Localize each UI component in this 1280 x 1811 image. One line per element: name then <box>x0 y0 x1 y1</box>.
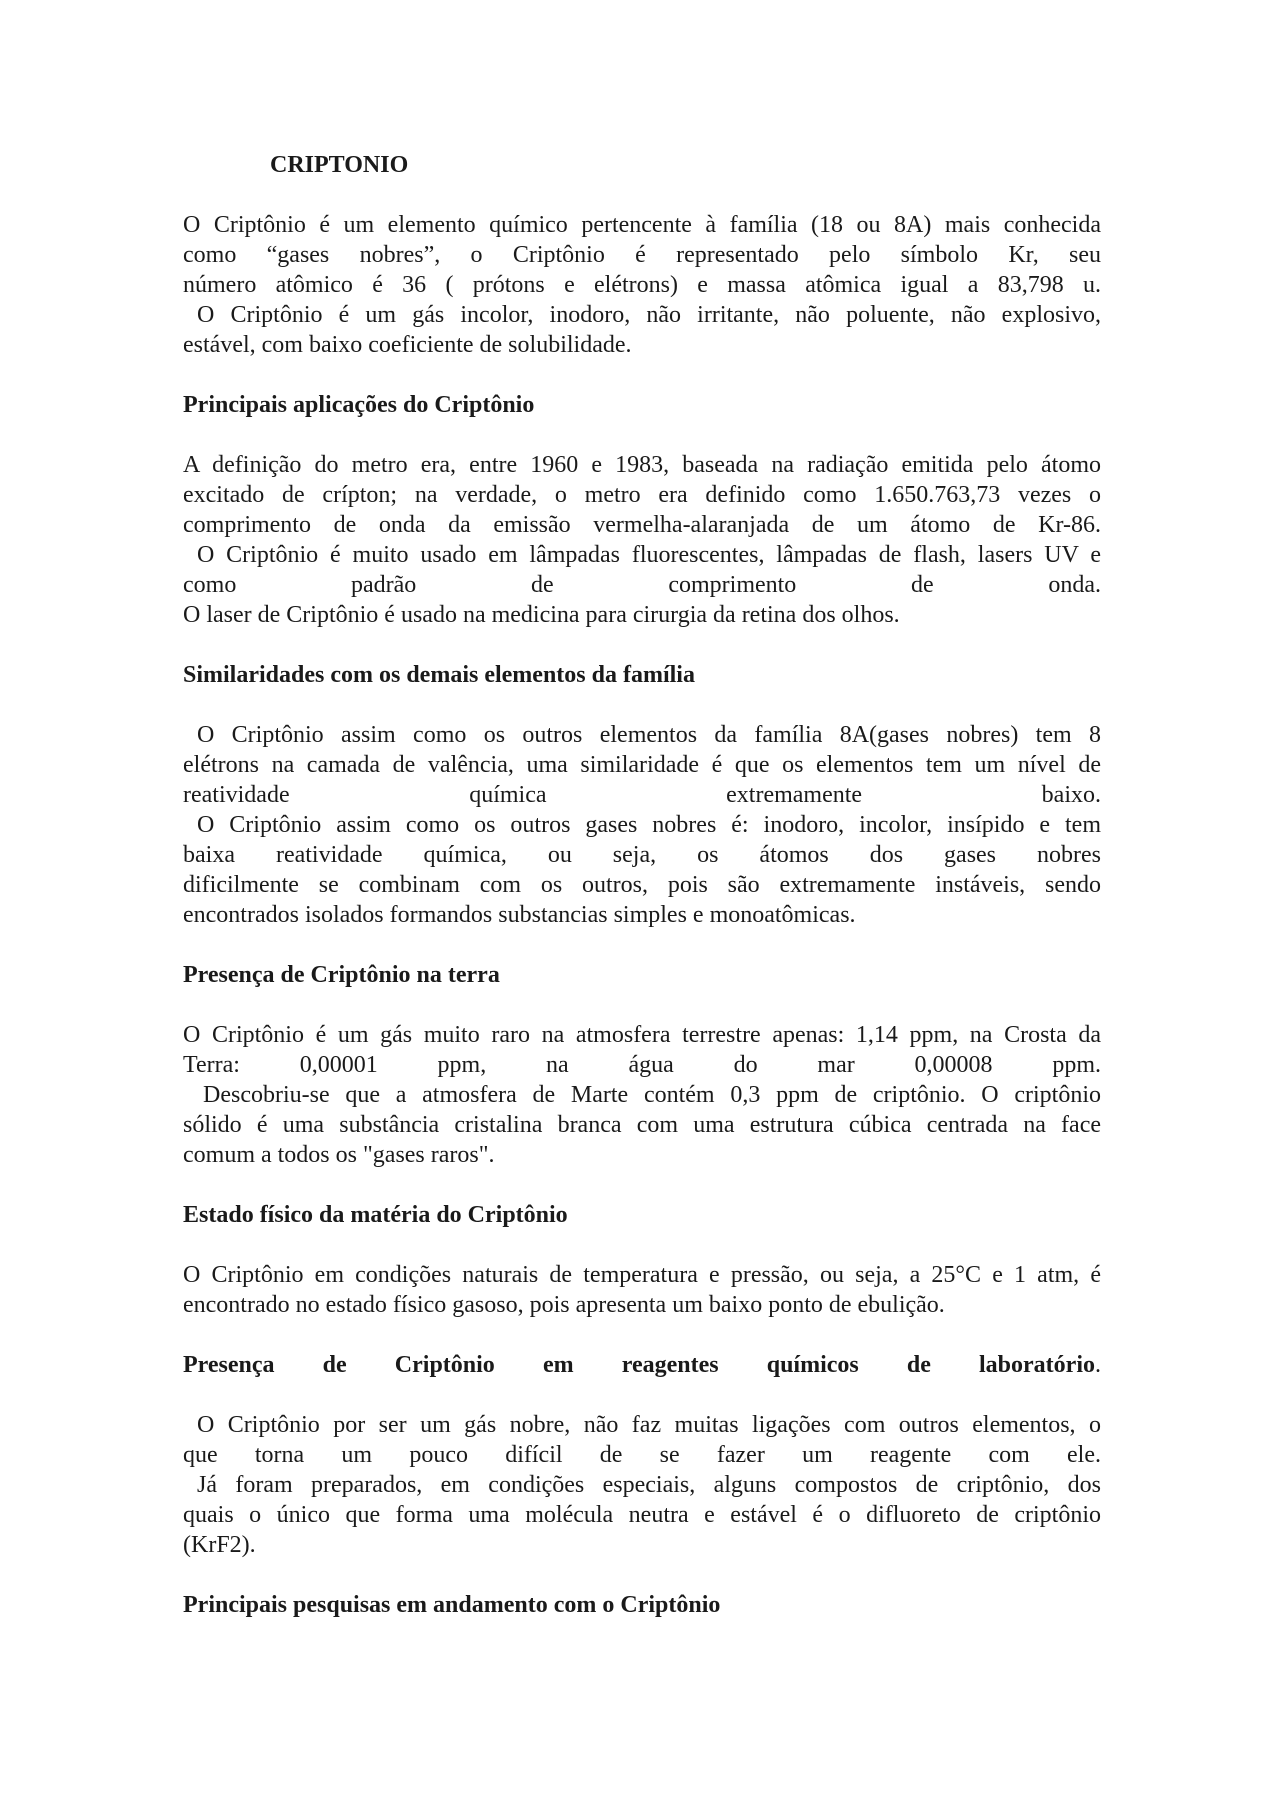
text-line: comprimento de onda da emissão vermelha-alaranjada de um átomo de Kr-86. <box>183 512 1101 538</box>
text-line: elétrons na camada de valência, uma similaridade é que os elementos tem um nível de <box>183 752 1101 778</box>
text-line: dificilmente se combinam com os outros, pois são extremamente instáveis, sendo <box>183 872 1101 898</box>
text-line: Terra: 0,00001 ppm, na água do mar 0,00008 ppm. <box>183 1052 1101 1078</box>
text-line: reatividade química extremamente baixo. <box>183 782 1101 808</box>
section-paragraph <box>183 1020 1101 1170</box>
text-line: O Criptônio em condições naturais de temperatura e pressão, ou seja, a 25°C e 1 atm, é <box>183 1262 1101 1288</box>
document-page <box>183 150 1101 1650</box>
text-line: O Criptônio é um elemento químico pertencente à família (18 ou 8A) mais conhecida <box>183 212 1101 238</box>
section-heading: Principais pesquisas em andamento com o Criptônio <box>183 1592 721 1618</box>
text-line: encontrados isolados formandos substancias simples e monoatômicas. <box>183 902 856 928</box>
text-line: A definição do metro era, entre 1960 e 1983, baseada na radiação emitida pelo átomo <box>183 452 1101 478</box>
text-line: O Criptônio é um gás muito raro na atmosfera terrestre apenas: 1,14 ppm, na Crosta da <box>183 1022 1101 1048</box>
section-paragraph <box>183 1260 1101 1320</box>
text-line: excitado de crípton; na verdade, o metro era definido como 1.650.763,73 vezes o <box>183 482 1101 508</box>
text-line: O Criptônio por ser um gás nobre, não faz muitas ligações com outros elementos, o <box>197 1412 1101 1438</box>
text-line: encontrado no estado físico gasoso, pois apresenta um baixo ponto de ebulição. <box>183 1292 945 1318</box>
section-heading-text: Presença de Criptônio em reagentes químicos de laboratório <box>183 1352 1095 1378</box>
section-heading-block <box>183 960 1101 990</box>
section-heading-block <box>183 1200 1101 1230</box>
intro-paragraph <box>183 210 1101 360</box>
section-heading-block <box>183 1350 1101 1380</box>
section-heading-block <box>183 390 1101 420</box>
text-line: O Criptônio assim como os outros gases nobres é: inodoro, incolor, insípido e tem <box>197 812 1101 838</box>
text-line: como “gases nobres”, o Criptônio é representado pelo símbolo Kr, seu <box>183 242 1101 268</box>
text-line: que torna um pouco difícil de se fazer um reagente com ele. <box>183 1442 1101 1468</box>
text-line: comum a todos os "gases raros". <box>183 1142 495 1168</box>
section-heading <box>183 1350 1101 1380</box>
text-line: Descobriu-se que a atmosfera de Marte contém 0,3 ppm de criptônio. O criptônio <box>203 1082 1101 1108</box>
document-title: CRIPTONIO <box>270 152 409 178</box>
text-line: baixa reatividade química, ou seja, os átomos dos gases nobres <box>183 842 1101 868</box>
section-heading-block <box>183 1590 1101 1620</box>
text-line: estável, com baixo coeficiente de solubilidade. <box>183 332 632 358</box>
section-heading: Presença de Criptônio na terra <box>183 962 500 988</box>
text-line: quais o único que forma uma molécula neutra e estável é o difluoreto de criptônio <box>183 1502 1101 1528</box>
section-heading-block <box>183 660 1101 690</box>
text-line: como padrão de comprimento de onda. <box>183 572 1101 598</box>
section-paragraph <box>183 720 1101 930</box>
section-paragraph <box>183 450 1101 630</box>
text-line: Já foram preparados, em condições especiais, alguns compostos de criptônio, dos <box>197 1472 1101 1498</box>
section-heading: Similaridades com os demais elementos da família <box>183 662 695 688</box>
text-line: O laser de Criptônio é usado na medicina para cirurgia da retina dos olhos. <box>183 602 900 628</box>
text-line: (KrF2). <box>183 1532 256 1558</box>
text-line: número atômico é 36 ( prótons e elétrons) e massa atômica igual a 83,798 u. <box>183 272 1101 298</box>
text-line: sólido é uma substância cristalina branca com uma estrutura cúbica centrada na face <box>183 1112 1101 1138</box>
section-paragraph <box>183 1410 1101 1560</box>
text-line: O Criptônio é muito usado em lâmpadas fluorescentes, lâmpadas de flash, lasers UV e <box>197 542 1101 568</box>
text-line: O Criptônio assim como os outros elementos da família 8A(gases nobres) tem 8 <box>197 722 1101 748</box>
section-heading-period: . <box>1095 1352 1101 1378</box>
text-line: O Criptônio é um gás incolor, inodoro, não irritante, não poluente, não explosivo, <box>197 302 1101 328</box>
section-heading: Principais aplicações do Criptônio <box>183 392 535 418</box>
section-heading: Estado físico da matéria do Criptônio <box>183 1202 568 1228</box>
